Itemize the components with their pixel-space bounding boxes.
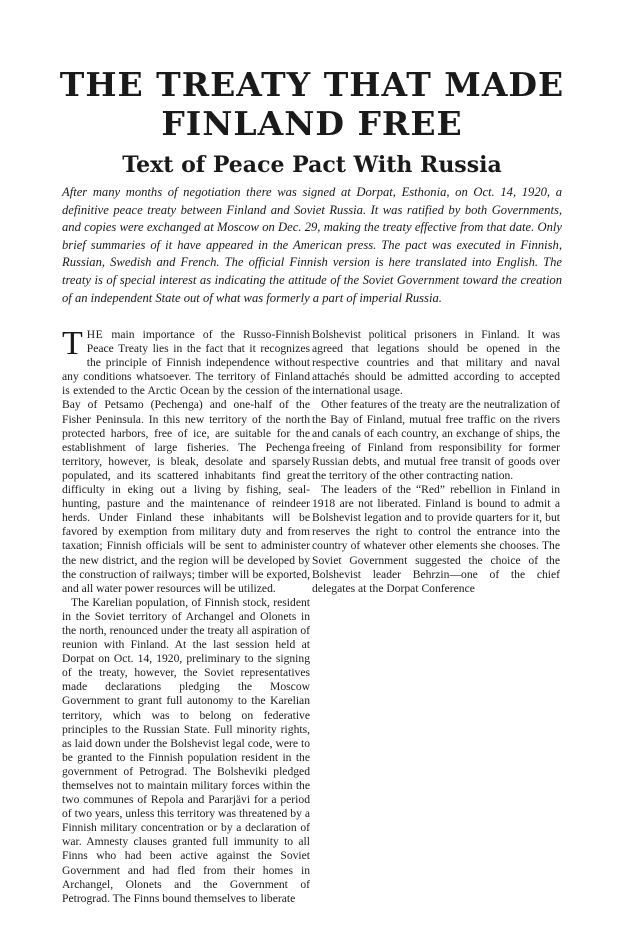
article-subtitle: Text of Peace Pact With Russia xyxy=(122,152,502,178)
editorial-intro: After many months of negotiation there was signed at Dorpat, Esthonia, on Oct. 14, 1920, a definitive peace treaty between Finland and Soviet Russia. It was ratified by both Governments, and copies were exchanged at Moscow on Dec. 29, making the treaty effective from that date. Only brief summaries of it have appeared in the American press. The pact was executed in Finnish, Russian, Swedish and French. The official Finnish version is here translated into English. The treaty is of special interest as indicating the attitude of the Soviet Government toward the creation of an independent State out of what was formerly a part of imperial Russia. xyxy=(62,185,562,305)
body-paragraph-2: The Karelian population, of Finnish stock, resident in the Soviet territory of Archangel and Olonets in the north, renounced under the treaty all aspiration of reunion with Finland. At the last session held at Dorpat on Oct. 14, 1920, preliminary to the signing of the treaty, however, the Soviet representatives made declarations pledging the Moscow Government to grant full autonomy to the Karelian territory, which was to belong on federative principles to the Russian State. Full minority rights, as laid down under the Bolshevist legal code, were to be granted to the Finnish population resident in the government of Petrograd. The Bolsheviki pledged themselves not to maintain military forces within the two communes of Repola and Pararjävi for a period of two years, unless this territory was threatened by a Finnish military concentration or by a declaration of war. Amnesty clauses granted full immunity to all Finns who had been active against the Soviet Government and had fled from their homes in Archangel, Olonets and the Government of Petrograd. The Finns bound themselves to liberate xyxy=(62,595,310,905)
body-paragraph-2-continued: Bolshevist political prisoners in Finland. It was agreed that legations should be opened in the respective countries and that military and naval attachés should be admitted according to accepted international usage. xyxy=(312,328,560,398)
article-title-line-2: FINLAND FREE xyxy=(161,104,463,143)
drop-cap: T xyxy=(62,325,83,362)
body-paragraph-4: The leaders of the “Red” rebellion in Finland in 1918 are not liberated. Finland is bound to admit a Bolshevist legation and to provide quarters for it, but reserves the right to control the entrance into the country of whatever other elements she chooses. The Soviet Government suggested the choice of the Bolshevist leader Behrzin—one of the chief delegates at the Dorpat Conference xyxy=(312,483,560,595)
opening-small-caps: HE xyxy=(86,328,104,341)
body-paragraph-3: Other features of the treaty are the neutralization of the Bay of Finland, mutual free traffic on the rivers and canals of each country, an exchange of ships, the freeing of Finland from responsibility for former Russian debts, and mutual free transit of goods over the territory of the other contracting nation. xyxy=(312,398,560,482)
body-column-left xyxy=(62,325,310,906)
body-paragraph-1 xyxy=(62,325,310,596)
article-title-line-1: THE TREATY THAT MADE xyxy=(59,65,565,104)
body-column-right xyxy=(312,328,560,596)
body-paragraph-1-text: main importance of the Russo-Finnish Peace Treaty lies in the fact that it recognizes the principle of Finnish independence without any conditions whatsoever. The territory of Finland is extended to the Arctic Ocean by the cession of the Bay of Petsamo (Pechenga) and one-half of the Fisher Peninsula. In this new territory of the north protected harbors, free of ice, are suitable for the establishment of large fisheries. The Pechenga territory, however, is bleak, desolate and sparsely populated, and its scattered inhabitants find great difficulty in eking out a living by fishing, seal-hunting, pasture and the maintenance of reindeer herds. Under Finland these inhabitants will be favored by exemption from military duty and from taxation; Finnish officials will be sent to administer the new district, and the region will be developed by the construction of railways; timber will be exported, and all water power resources will be utilized. xyxy=(62,328,310,595)
